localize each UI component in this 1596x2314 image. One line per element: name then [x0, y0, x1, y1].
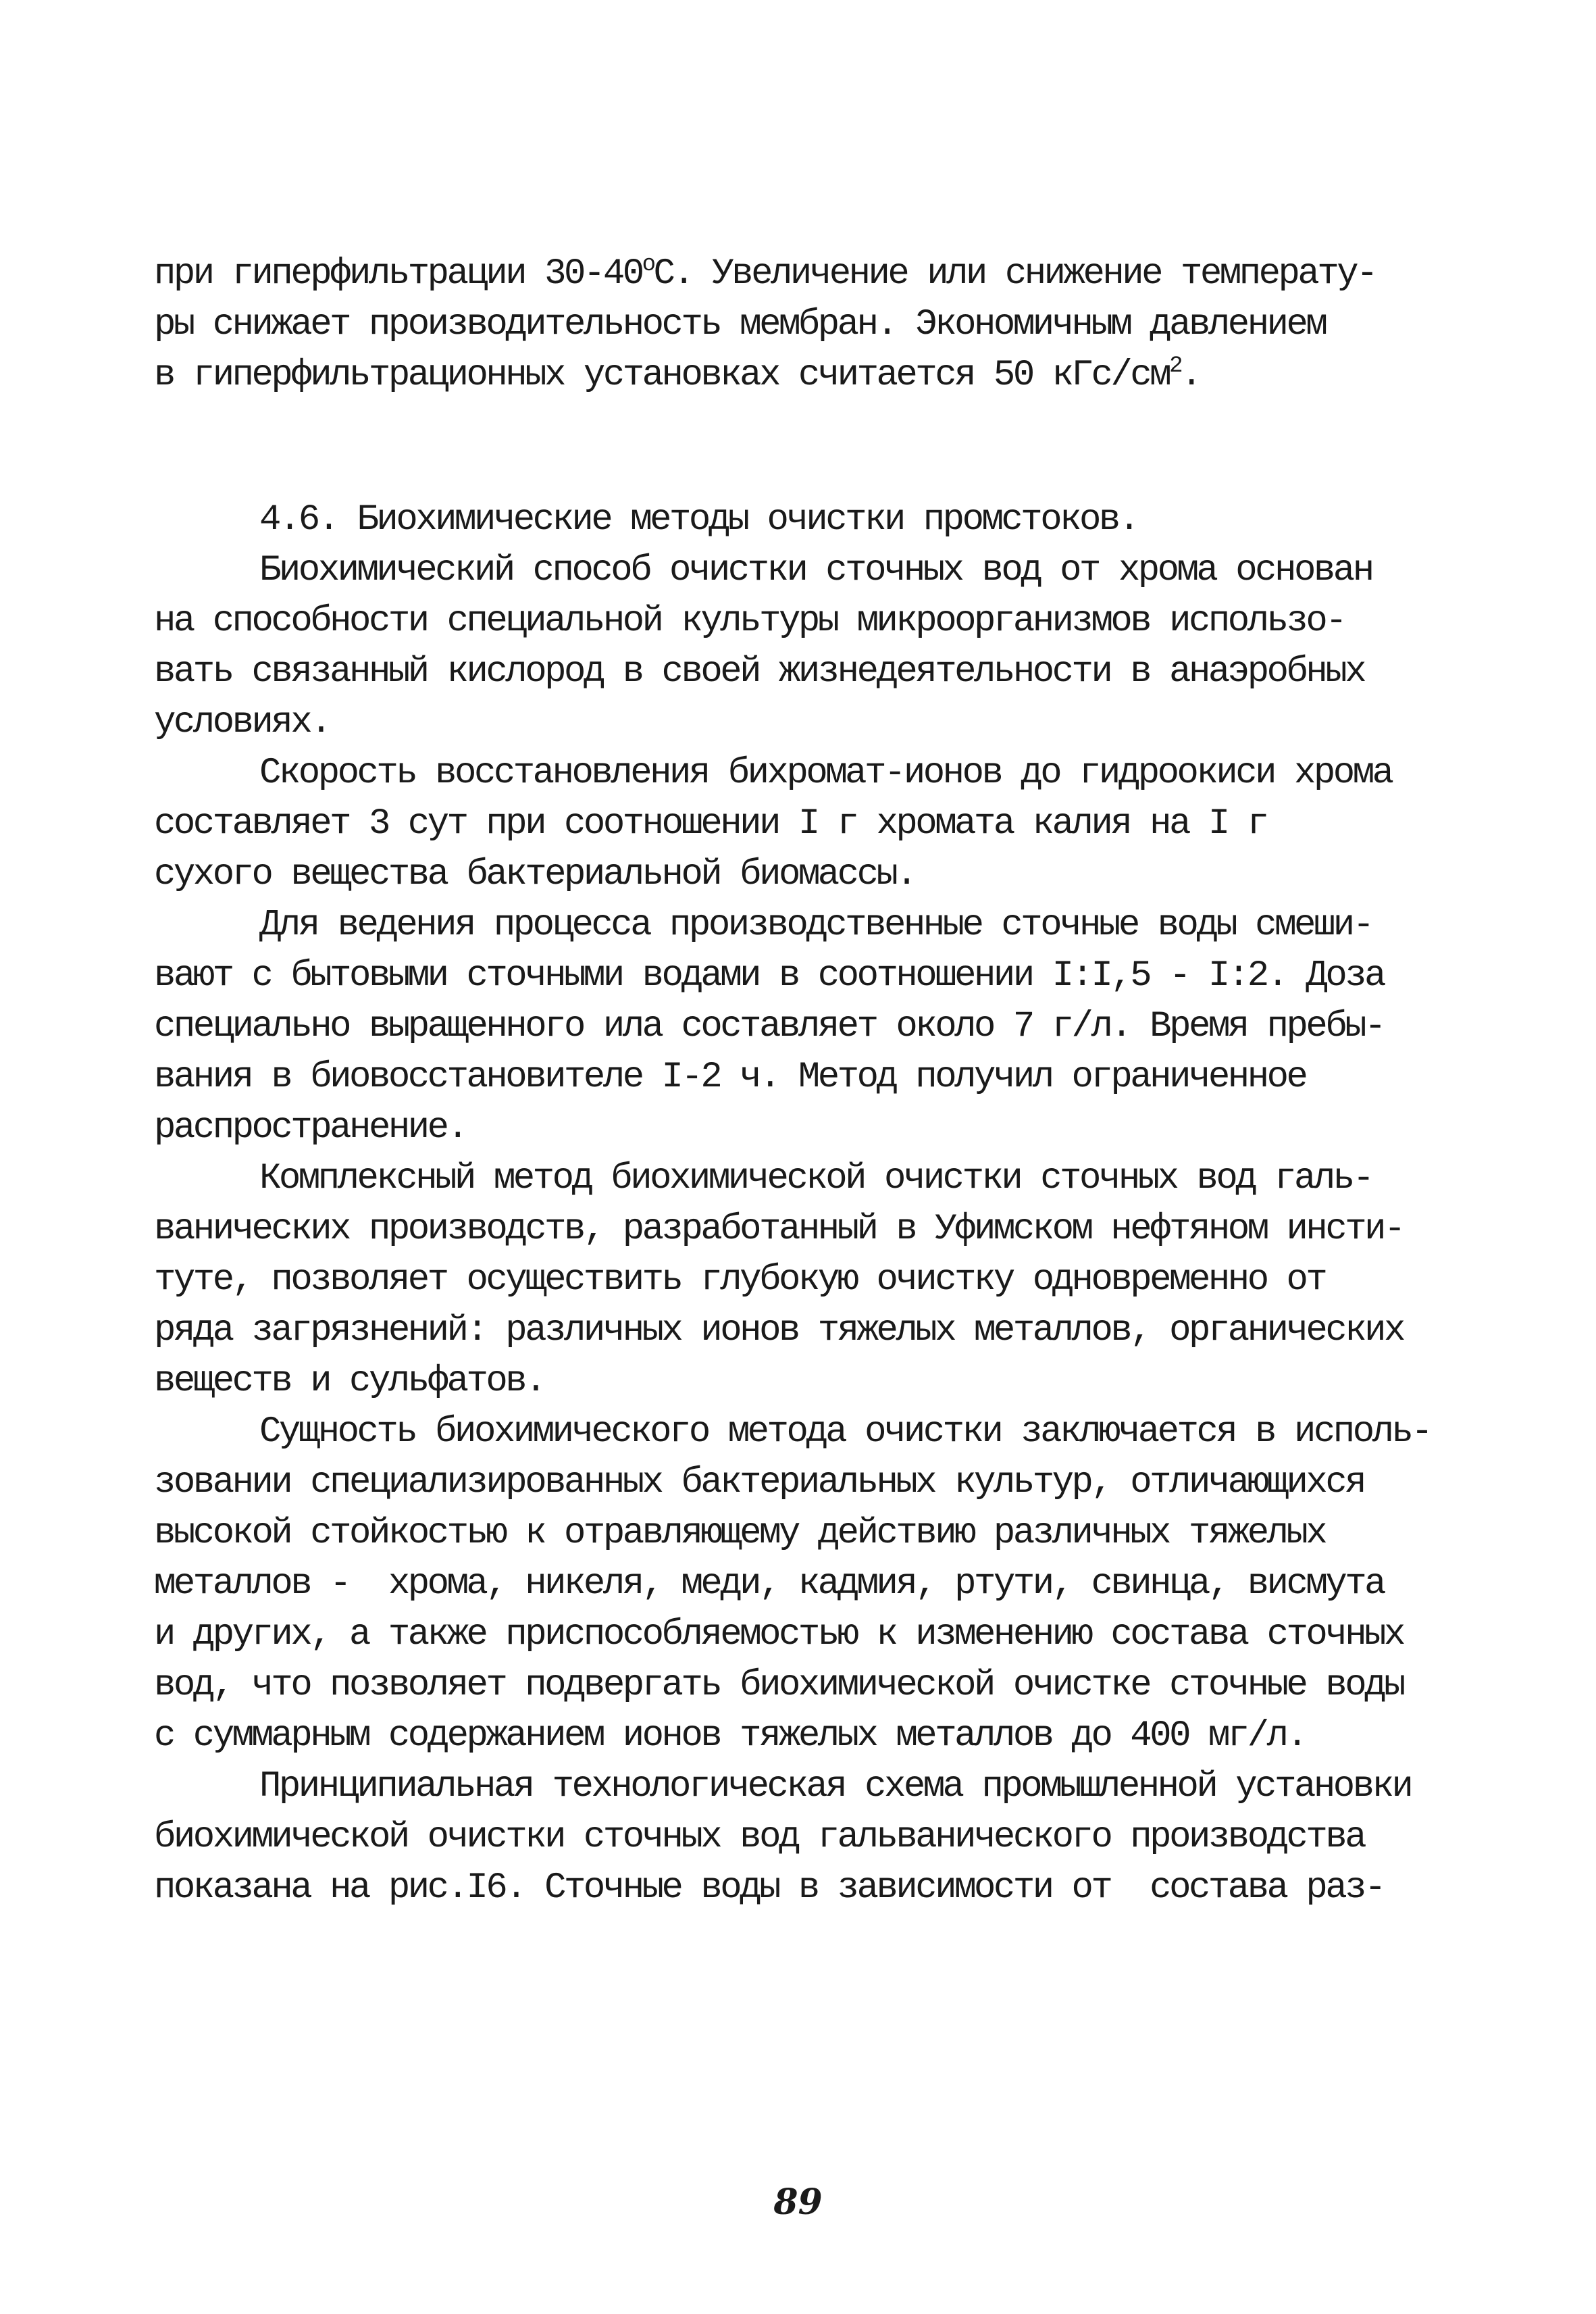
text-line: туте, позволяет осуществить глубокую очистку одновременно от — [154, 1259, 1326, 1301]
paragraph — [154, 748, 1478, 900]
paragraph — [154, 1761, 1478, 1913]
paragraph — [154, 1407, 1478, 1761]
text-line: ры снижает производительность мембран. Экономичным давлением — [154, 304, 1326, 345]
section-heading — [154, 495, 1478, 545]
text-line: Сущность биохимического метода очистки заключается в исполь- — [259, 1411, 1431, 1453]
top-paragraph — [154, 249, 1478, 401]
body-text — [154, 545, 1478, 1913]
text-line: распространение. — [154, 1107, 467, 1149]
paragraph — [154, 900, 1478, 1153]
page-number: 89 — [773, 2182, 823, 2223]
text-line: металлов - хрома, никеля, меди, кадмия, ртути, свинца, висмута — [154, 1563, 1385, 1605]
text-line: Биохимический способ очистки сточных вод от хрома основан — [259, 550, 1372, 591]
text-line: веществ и сульфатов. — [154, 1361, 545, 1402]
text-line: зовании специализированных бактериальных культур, отличающихся — [154, 1462, 1365, 1503]
text-line: в гиперфильтрационных установках считается 50 кГс/$см^2$. — [154, 353, 1200, 396]
text-line: Скорость восстановления бихромат-ионов до гидроокиси хрома — [259, 753, 1392, 794]
text-line: вают с бытовыми сточными водами в соотношении I:I,5 - I:2. Доза — [154, 955, 1385, 997]
text-line: показана на рис.I6. Сточные воды в зависимости от состава раз- — [154, 1867, 1385, 1909]
text-line: биохимической очистки сточных вод гальванического производства — [154, 1817, 1365, 1858]
paragraph — [154, 545, 1478, 748]
text-line: сухого вещества бактериальной биомассы. — [154, 854, 916, 895]
text-line: составляет 3 сут при соотношении I г хромата калия на I г — [154, 803, 1267, 845]
text-line: и других, а также приспособляемостью к изменению состава сточных — [154, 1614, 1404, 1655]
text-line: с суммарным содержанием ионов тяжелых металлов до 400 мг/л. — [154, 1715, 1306, 1757]
paragraph — [154, 1153, 1478, 1407]
text-line: Для ведения процесса производственные сточные воды смеши- — [259, 905, 1372, 946]
text-line: высокой стойкостью к отравляющему действию различных тяжелых — [154, 1513, 1326, 1554]
text-line: ряда загрязнений: различных ионов тяжелых металлов, органических — [154, 1310, 1404, 1351]
section-title: 4.6. Биохимические методы очистки промстоков. — [259, 499, 1138, 540]
text-line: на способности специальной культуры микроорганизмов использо- — [154, 601, 1345, 642]
text-line: вания в биовосстановителе I-2 ч. Метод получил ограниченное — [154, 1057, 1306, 1098]
text-line: специально выращенного ила составляет около 7 г/л. Время пребы- — [154, 1006, 1385, 1047]
text-line: Комплексный метод биохимической очистки сточных вод галь- — [259, 1158, 1372, 1199]
text-line: при гиперфильтрации $30-40^оС$. Увеличение или снижение температу- — [154, 252, 1376, 295]
text-line: вать связанный кислород в своей жизнедеятельности в анаэробных — [154, 651, 1365, 693]
text-line: вод, что позволяет подвергать биохимической очистке сточные воды — [154, 1665, 1404, 1706]
text-line: Принципиальная технологическая схема промышленной установки — [259, 1766, 1412, 1807]
text-line: условиях. — [154, 702, 330, 743]
text-line: ванических производств, разработанный в Уфимском нефтяном инсти- — [154, 1209, 1404, 1250]
